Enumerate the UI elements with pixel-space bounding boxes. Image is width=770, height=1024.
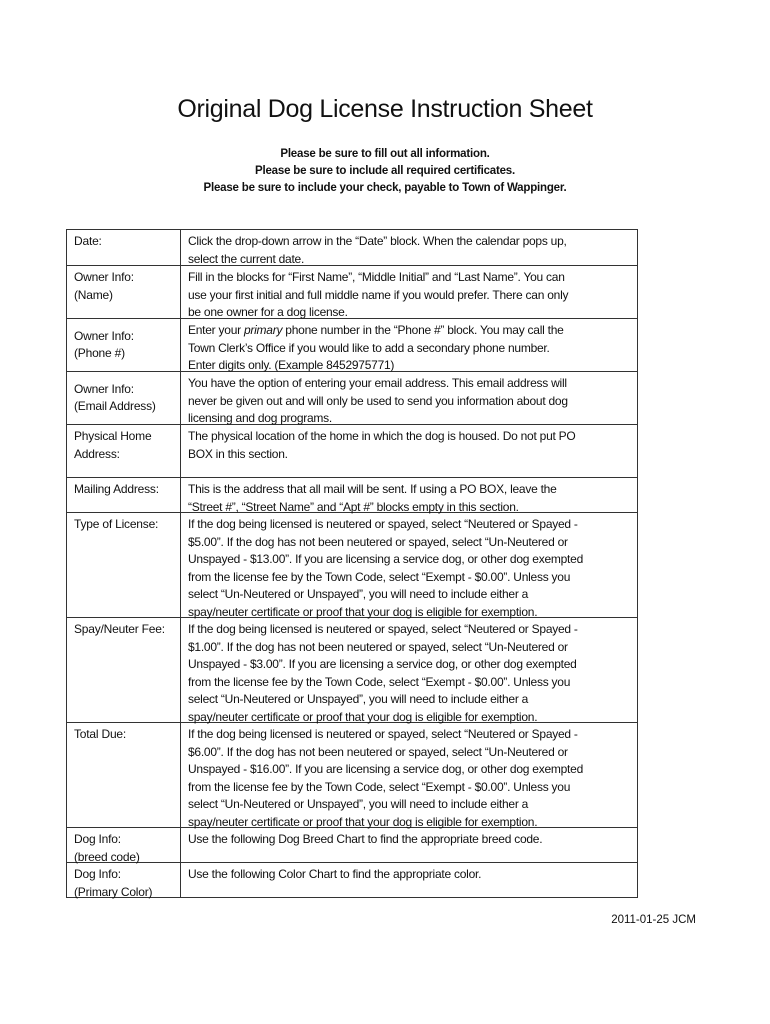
row-label [67, 478, 181, 512]
description-line: If the dog being licensed is neutered or spayed, select “Neutered or Spayed - [188, 622, 578, 636]
table-row-mailing-address [67, 478, 637, 513]
label-line: Date: [74, 234, 102, 248]
label-line: (Primary Color) [74, 884, 153, 899]
description-line: “Street #”, “Street Name” and “Apt #” blocks empty in this section. [188, 499, 519, 514]
table-row-physical-address [67, 425, 637, 478]
label-line: Mailing Address: [74, 482, 159, 496]
description-line: Town Clerk’s Office if you would like to add a secondary phone number. [188, 340, 550, 355]
label-line: Address: [74, 446, 120, 461]
description-line [188, 322, 637, 340]
label-line: Physical Home [74, 429, 152, 443]
row-description [181, 372, 637, 424]
table-row-breed-code [67, 828, 637, 863]
row-description [181, 230, 637, 265]
description-line: from the license fee by the Town Code, select “Exempt - $0.00”. Unless you [188, 779, 571, 794]
description-line: select the current date. [188, 251, 305, 266]
description-line: licensing and dog programs. [188, 411, 333, 425]
description-line: from the license fee by the Town Code, select “Exempt - $0.00”. Unless you [188, 674, 571, 689]
row-label [67, 230, 181, 265]
description-line: select “Un-Neutered or Unspayed”, you will need to include either a [188, 587, 529, 601]
table-row-owner-name [67, 266, 637, 319]
table-row-total-due [67, 723, 637, 828]
description-line: Fill in the blocks for “First Name”, “Middle Initial” and “Last Name”. You can [188, 270, 565, 284]
row-label [67, 372, 181, 424]
description-line: The physical location of the home in which the dog is housed. Do not put PO [188, 429, 576, 443]
description-line: $1.00”. If the dog has not been neutered or spayed, select “Un-Neutered or [188, 639, 568, 654]
emphasis-text: primary [243, 323, 283, 337]
description-line: spay/neuter certificate or proof that your dog is eligible for exemption. [188, 709, 538, 724]
description-line: select “Un-Neutered or Unspayed”, you will need to include either a [188, 692, 529, 706]
table-row-license-type [67, 513, 637, 618]
row-description [181, 828, 637, 862]
row-description [181, 723, 637, 827]
description-line: Unspayed - $16.00”. If you are licensing a service dog, or other dog exempted [188, 762, 583, 776]
row-label [67, 828, 181, 862]
label-line: Owner Info: [74, 328, 134, 343]
label-line: Owner Info: [74, 381, 134, 396]
row-label [67, 319, 181, 371]
table-row-spay-neuter-fee [67, 618, 637, 723]
row-label [67, 425, 181, 477]
row-description [181, 425, 637, 477]
description-line: select “Un-Neutered or Unspayed”, you will need to include either a [188, 797, 529, 811]
label-line: (Email Address) [74, 399, 156, 413]
description-line: If the dog being licensed is neutered or spayed, select “Neutered or Spayed - [188, 517, 578, 531]
page-title: Original Dog License Instruction Sheet [177, 95, 593, 123]
description-line: from the license fee by the Town Code, select “Exempt - $0.00”. Unless you [188, 569, 571, 584]
description-line: $6.00”. If the dog has not been neutered or spayed, select “Un-Neutered or [188, 744, 568, 759]
description-line: BOX in this section. [188, 446, 288, 461]
description-line: Unspayed - $3.00”. If you are licensing a service dog, or other dog exempted [188, 657, 577, 671]
row-description [181, 319, 637, 371]
description-line: be one owner for a dog license. [188, 305, 348, 319]
row-description [181, 618, 637, 722]
row-description [181, 513, 637, 617]
description-line: $5.00”. If the dog has not been neutered or spayed, select “Un-Neutered or [188, 534, 568, 549]
label-line: Dog Info: [74, 867, 121, 881]
revision-footer: 2011-01-25 JCM [611, 914, 696, 926]
label-line: Owner Info: [74, 270, 134, 284]
row-label [67, 863, 181, 897]
table-row-primary-color [67, 863, 637, 898]
row-label [67, 266, 181, 318]
instruction-table [66, 229, 638, 898]
label-line: (breed code) [74, 849, 140, 864]
description-line: never be given out and will only be used to send you information about dog [188, 393, 568, 408]
description-line: Use the following Color Chart to find the appropriate color. [188, 867, 482, 881]
description-line: Use the following Dog Breed Chart to find the appropriate breed code. [188, 832, 543, 846]
description-line: This is the address that all mail will be sent. If using a PO BOX, leave the [188, 482, 557, 496]
label-line: (Phone #) [74, 346, 125, 360]
row-description [181, 478, 637, 512]
instruction-check: Please be sure to include your check, payable to Town of Wappinger. [203, 182, 567, 194]
table-row-owner-phone [67, 319, 637, 372]
row-description [181, 266, 637, 318]
label-line: Spay/Neuter Fee: [74, 622, 165, 636]
description-line: use your first initial and full middle name if you would prefer. There can only [188, 287, 569, 302]
label-line: Total Due: [74, 727, 127, 741]
text-segment: Enter your [188, 323, 244, 337]
text-segment: phone number in the “Phone #” block. You may call the [282, 323, 564, 337]
description-line: Enter digits only. (Example 8452975771) [188, 358, 395, 372]
description-line: You have the option of entering your email address. This email address will [188, 376, 567, 390]
row-label [67, 513, 181, 617]
description-line: Unspayed - $13.00”. If you are licensing a service dog, or other dog exempted [188, 552, 583, 566]
table-row-date [67, 230, 637, 266]
row-label [67, 618, 181, 722]
row-label [67, 723, 181, 827]
label-line: (Name) [74, 287, 113, 302]
instruction-fill-all: Please be sure to fill out all information. [280, 148, 490, 160]
table-row-owner-email [67, 372, 637, 425]
label-line: Type of License: [74, 517, 159, 531]
instruction-certificates: Please be sure to include all required certificates. [255, 165, 515, 177]
label-line: Dog Info: [74, 832, 121, 846]
description-line: spay/neuter certificate or proof that your dog is eligible for exemption. [188, 604, 538, 619]
description-line: If the dog being licensed is neutered or spayed, select “Neutered or Spayed - [188, 727, 578, 741]
row-description [181, 863, 637, 897]
description-line: spay/neuter certificate or proof that your dog is eligible for exemption. [188, 814, 538, 829]
description-line: Click the drop-down arrow in the “Date” block. When the calendar pops up, [188, 234, 567, 248]
